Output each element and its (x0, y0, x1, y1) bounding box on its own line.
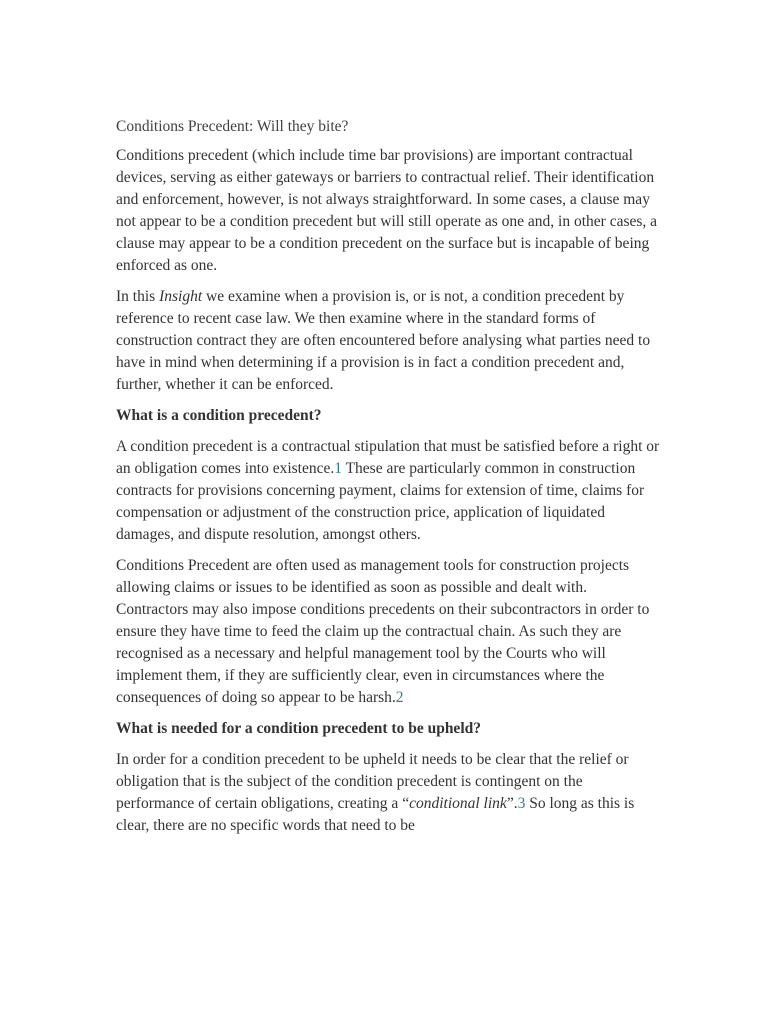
footnote-link-2[interactable]: 2 (395, 689, 404, 706)
footnote-link-1[interactable]: 1 (334, 460, 342, 477)
footnote-link-3[interactable]: 3 (517, 795, 526, 812)
section-heading-what-is: What is a condition precedent? (116, 407, 322, 424)
insight-paragraph-text-start: In this (116, 288, 160, 305)
intro-paragraph: Conditions precedent (which include time bar provisions) are important contractual devices, serving as either gateways or barriers to contractual relief. Their identification and enforcement, however, is not always straightforward. In some cases, a clause may not appear to be a condition precedent but will still operate as one and, in other cases, a clause may appear to be a condition precedent on the surface but is incapable of being enforced as one. (116, 147, 658, 274)
document-page (116, 116, 661, 846)
upheld-quote-close: ”. (506, 795, 518, 812)
management-text: Conditions Precedent are often used as management tools for construction projects allowing claims or issues to be identified as soon as possible and dealt with. Contractors may also impose conditions precedents on their subcontractors in order to ensure they have time to feed the claim up the contractual chain. As such they are recognised as a necessary and helpful management tool by the Courts who will implement them, if they are sufficiently clear, even in circumstances where the consequences of doing so appear to be harsh. (116, 557, 650, 706)
definition-text-end: These are particularly common in construction contracts for provisions concerning payment, claims for extension of time, claims for compensation or adjustment of the construction price, application of liquidated damages, and dispute resolution, amongst others. (116, 460, 645, 543)
insight-italic: Insight (159, 288, 203, 305)
management-paragraph (116, 555, 661, 709)
definition-text-start: A condition precedent is a contractual stipulation that must be satisfied before a right or an obligation comes into existence. (116, 438, 660, 477)
insight-paragraph-text-end: we examine when a provision is, or is not, a condition precedent by reference to recent case law. We then examine where in the standard forms of construction contract they are often encountered before analysing what parties need to have in mind when determining if a provision is in fact a condition precedent and, further, whether it can be enforced. (116, 288, 651, 393)
document-title: Conditions Precedent: Will they bite? (116, 118, 349, 135)
upheld-text-start: In order for a condition precedent to be upheld it needs to be clear that the relief or obligation that is the subject of the condition precedent is contingent on the performance of certain obligations, creating a “ (116, 751, 629, 812)
conditional-link-italic: conditional link (409, 795, 507, 812)
upheld-paragraph (116, 749, 661, 837)
upheld-text-end: So long as this is clear, there are no specific words that need to be (116, 795, 635, 834)
insight-paragraph (116, 286, 661, 396)
section-heading-upheld: What is needed for a condition precedent to be upheld? (116, 720, 481, 737)
definition-paragraph (116, 436, 661, 546)
